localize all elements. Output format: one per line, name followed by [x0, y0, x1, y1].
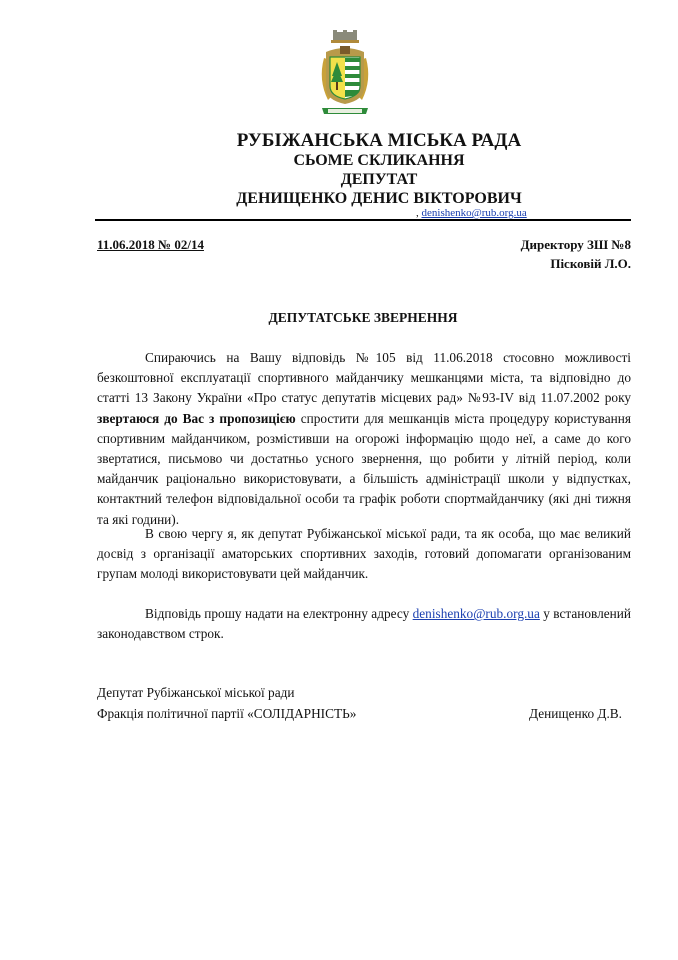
p1-text-a: Спираючись на Вашу відповідь №105 від 11.06.2018 стосовно можливості безкоштовної експлуатації спортивного майданчику мешканцями міста, та відповідно до статті 13 Закону України «Про статус депутатів місцевих рад» №93-IV від 11.07.2002 року [97, 350, 631, 406]
signature-faction: Фракція політичної партії «СОЛІДАРНІСТЬ» [97, 706, 357, 721]
signature-position: Депутат Рубіжанської міської ради [97, 685, 295, 700]
p3-text-b: у встановлений законодавством строк. [97, 606, 631, 642]
header-divider [95, 219, 631, 221]
body-paragraph-1 [97, 348, 631, 530]
header-email-line [416, 207, 527, 219]
body-paragraph-2 [97, 524, 631, 585]
recipient-position: Директору ЗШ №8 [520, 237, 631, 252]
document-number: 11.06.2018 № 02/14 [97, 237, 204, 252]
p2-text: В свою чергу я, як депутат Рубіжанської міської ради, та як особа, що має великий досвід з організації аматорських спортивних заходів, готовий допомагати організованим групам молоді використовувати цей майданчик. [97, 526, 631, 582]
email-prefix: , [416, 207, 422, 219]
convocation-title: СЬОМЕ СКЛИКАННЯ [293, 152, 465, 169]
body-paragraph-3 [97, 604, 631, 644]
signature-name: Денищенко Д.В. [529, 706, 622, 721]
deputy-name-title: ДЕНИЩЕНКО ДЕНИС ВІКТОРОВИЧ [236, 190, 522, 207]
recipient-name: Пісковій Л.О. [550, 256, 631, 271]
reply-email-link[interactable]: denishenko@rub.org.ua [412, 606, 540, 621]
city-coat-of-arms-icon [318, 30, 372, 118]
p1-bold-phrase: звертаюся до Вас з пропозицією [97, 410, 296, 426]
header-email-link[interactable]: denishenko@rub.org.ua [421, 207, 527, 219]
document-title: ДЕПУТАТСЬКЕ ЗВЕРНЕННЯ [268, 310, 458, 325]
p1-text-b: спростити для мешканців міста процедуру користування спортивним майданчиком, розмістивши на огорожі інформацію щодо неї, а саме до кого звертатися, письмово чи достатньо усного звернення, що робити у літній період, коли майданчик раціонально використовувати, а більшість адміністрації школи у відпустках, контактний телефон відповідальної особи та графік роботи спортмайданчику (які дні тижня та які години). [97, 410, 631, 527]
p3-text-a: Відповідь прошу надати на електронну адресу [145, 606, 413, 621]
role-title: ДЕПУТАТ [340, 171, 418, 188]
council-title: РУБІЖАНСЬКА МІСЬКА РАДА [236, 130, 522, 151]
